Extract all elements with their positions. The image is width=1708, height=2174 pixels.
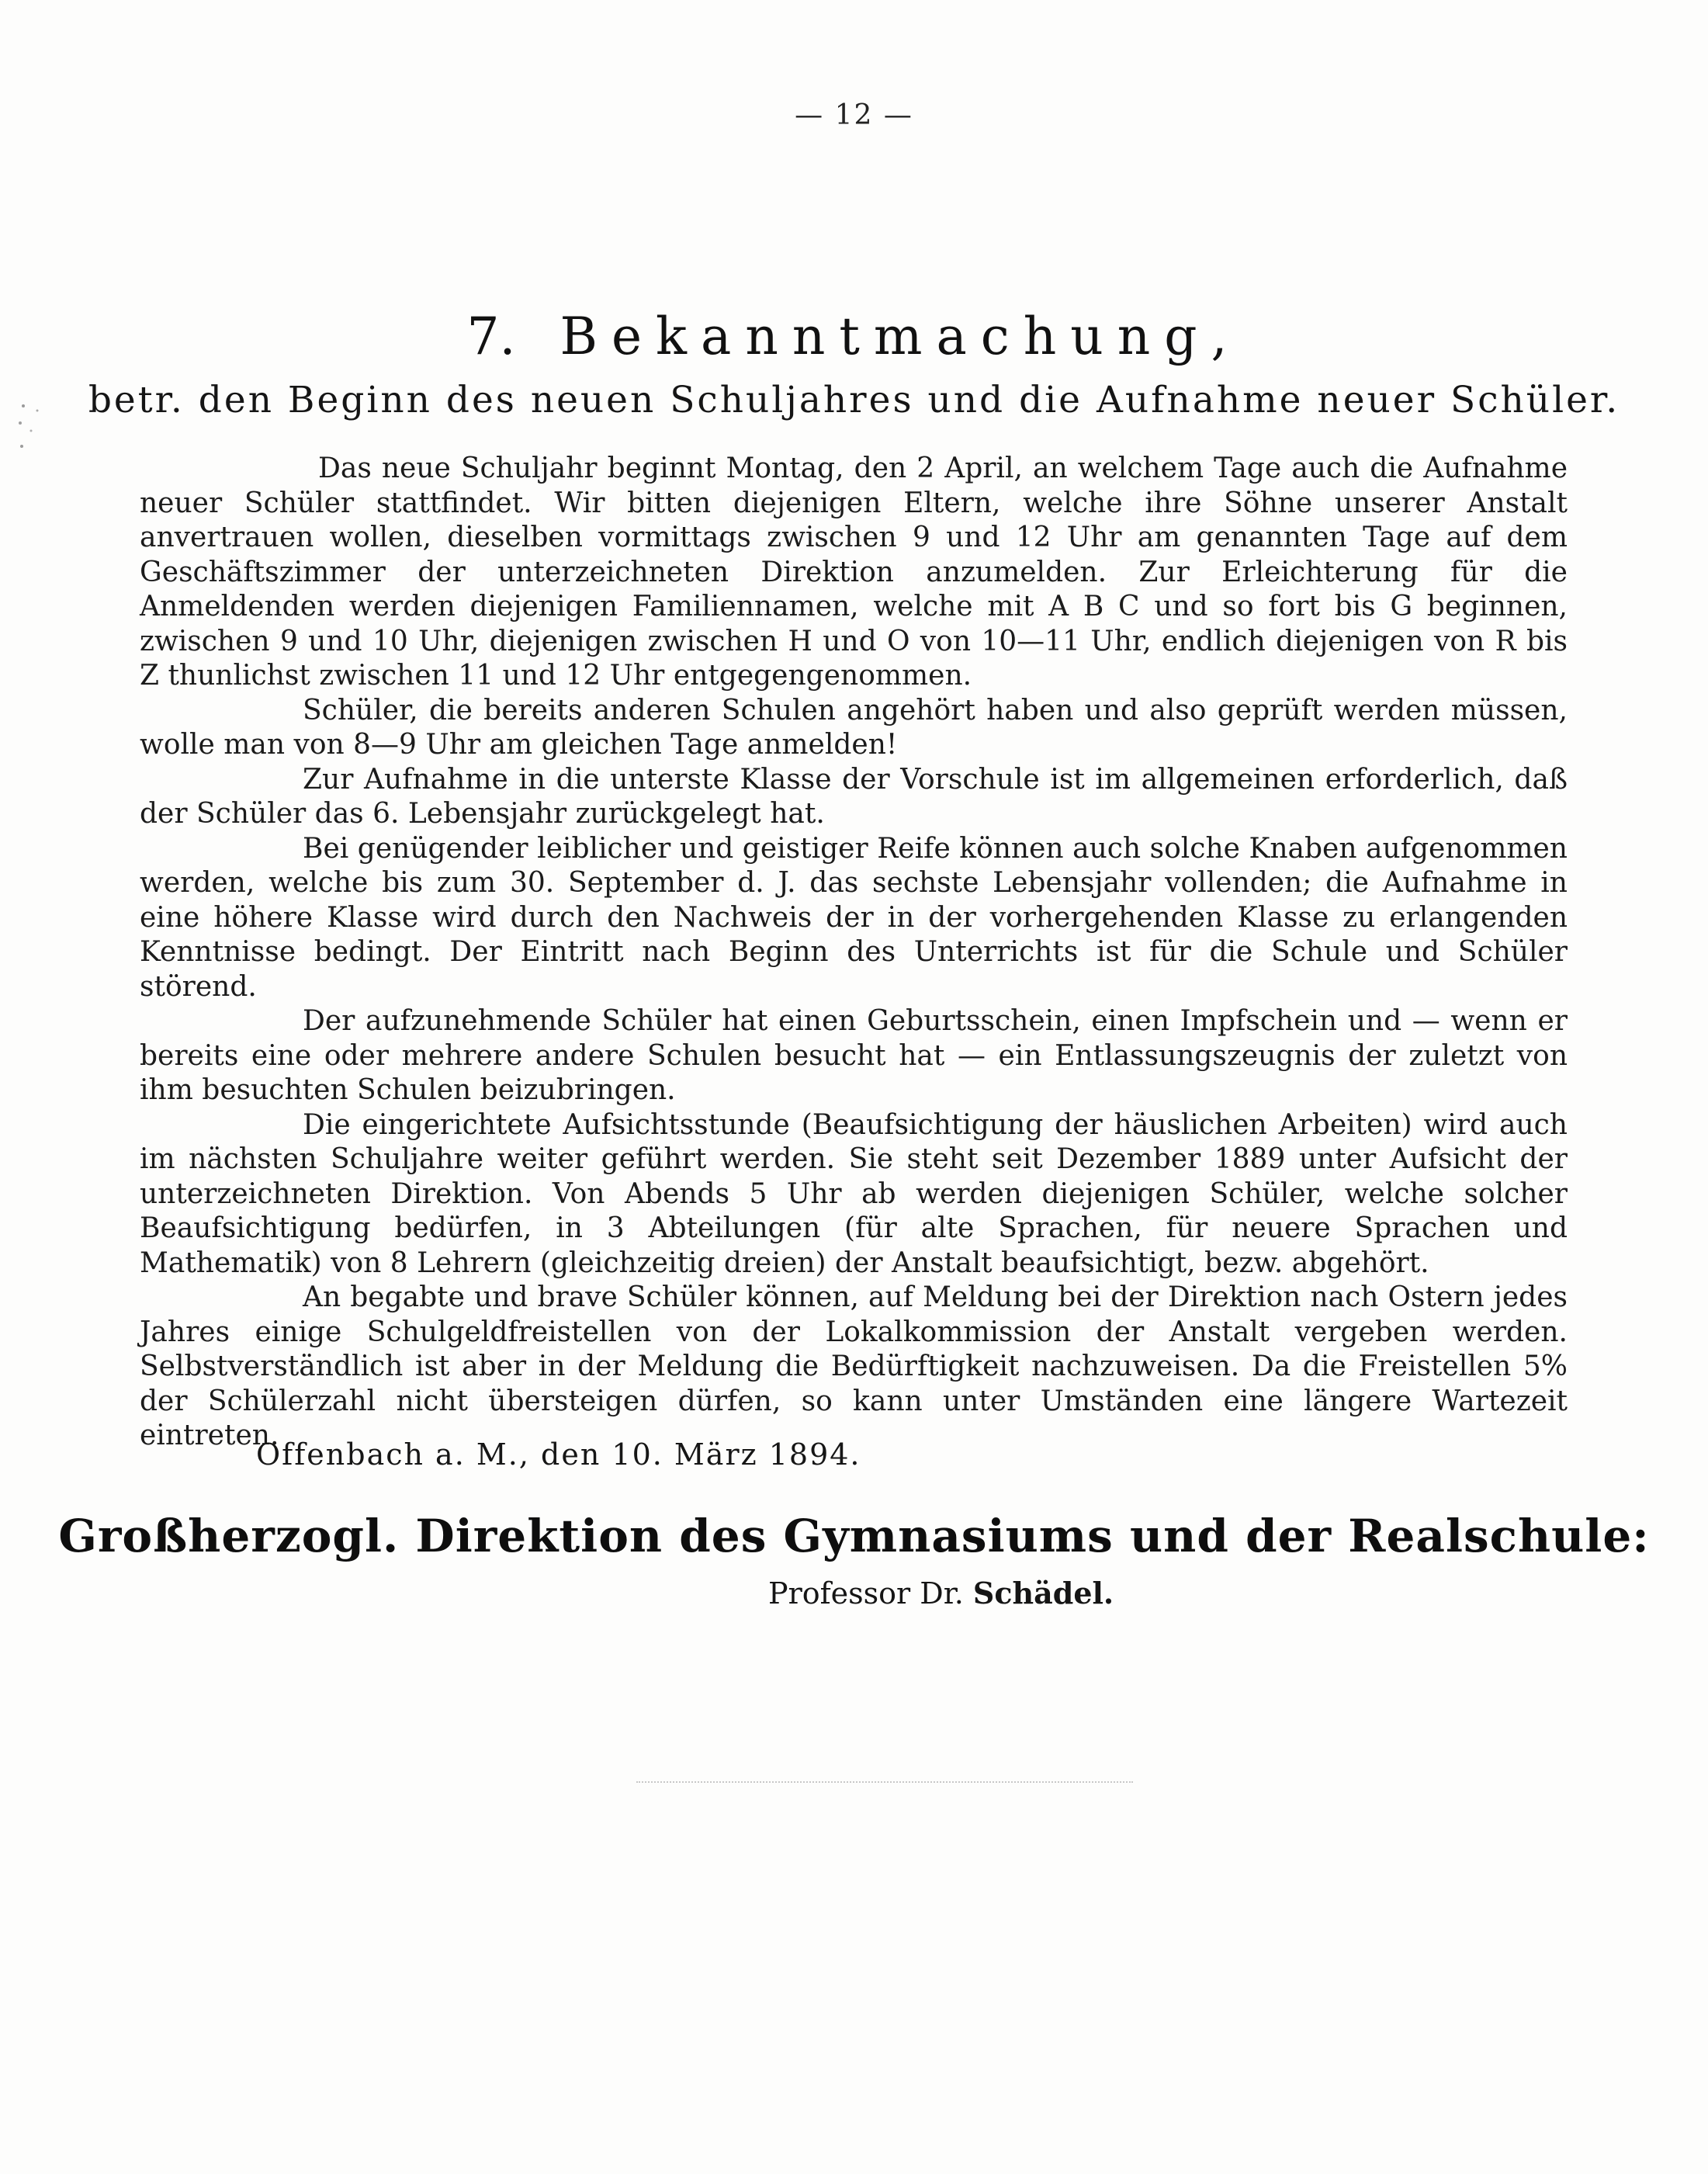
notice-heading [0, 307, 1708, 366]
paragraph-required-documents: Der aufzunehmende Schüler hat einen Geburtsschein, einen Impfschein und — wenn er bereits eine oder mehrere andere Schulen besucht hat — ein Entlassungszeugnis der zuletzt von ihm besuchten Schulen beizubringen. [140, 1005, 1568, 1106]
paragraph-transfer-students: Schüler, die bereits anderen Schulen angehört haben und also geprüft werden müssen, wolle man von 8—9 Uhr am gleichen Tage anmelden! [140, 694, 1568, 761]
paragraph-minimum-age: Zur Aufnahme in die unterste Klasse der Vorschule ist im allgemeinen erforderlich, daß der Schüler das 6. Lebensjahr zurückgelegt hat. [140, 763, 1568, 830]
signature-title: Professor Dr. [768, 1576, 964, 1611]
bottom-divider [636, 1781, 1133, 1783]
paragraph-early-admission: Bei genügender leiblicher und geistiger Reife können auch solche Knaben aufgenommen werden, welche bis zum 30. September d. J. das sechste Lebensjahr vollenden; die Aufnahme in eine höhere Klasse wird durch den Nachweis der in der vorhergehenden Klasse zu erlangenden Kenntnisse bedingt. Der Eintritt nach Beginn des Unterrichts ist für die Schule und Schüler störend. [140, 832, 1568, 1003]
notice-title: Bekanntmachung, [560, 307, 1242, 366]
signature-name: Schädel. [972, 1576, 1114, 1611]
paragraph-supervision-hour: Die eingerichtete Aufsichtsstunde (Beaufsichtigung der häuslichen Arbeiten) wird auch im nächsten Schuljahre weiter geführt werden. Sie steht seit Dezember 1889 unter Aufsicht der unterzeichneten Direktion. Von Abends 5 Uhr ab werden diejenigen Schüler, welche solcher Beaufsichtigung bedürfen, in 3 Abteilungen (für alte Sprachen, für neuere Sprachen und Mathematik) von 8 Lehrern (gleichzeitig dreien) der Anstalt beaufsichtigt, bezw. abgehört. [140, 1108, 1568, 1279]
paragraph-free-places: An begabte und brave Schüler können, auf Meldung bei der Direktion nach Ostern jedes Jahres einige Schulgeldfreistellen von der Lokalkommission der Anstalt vergeben werden. Selbstverständlich ist aber in der Meldung die Bedürftigkeit nachzuweisen. Da die Freistellen 5% der Schülerzahl nicht übersteigen dürfen, so kann unter Umständen eine längere Wartezeit eintreten. [140, 1281, 1568, 1451]
issuing-authority: Großherzogl. Direktion des Gymnasiums und der Realschule: [58, 1510, 1650, 1562]
paragraph-enrollment: Das neue Schuljahr beginnt Montag, den 2 April, an welchem Tage auch die Aufnahme neuer Schüler stattfindet. Wir bitten diejenigen Eltern, welche ihre Söhne unserer Anstalt anvertrauen wollen, dieselben vormittags zwischen 9 und 12 Uhr am genannten Tage auf dem Geschäftszimmer der unterzeichneten Direktion anzumelden. Zur Erleichterung für die Anmeldenden werden diejenigen Familiennamen, welche mit A B C und so fort bis G beginnen, zwischen 9 und 10 Uhr, diejenigen zwischen H und O von 10—11 Uhr, endlich diejenigen von R bis Z thunlichst zwischen 11 und 12 Uhr entgegengenommen. [140, 452, 1568, 692]
notice-body [140, 452, 1568, 1454]
notice-subtitle: betr. den Beginn des neuen Schuljahres und die Aufnahme neuer Schüler. [88, 379, 1620, 421]
signature [768, 1576, 1114, 1611]
page-number: — 12 — [795, 99, 913, 131]
notice-number: 7. [466, 307, 516, 366]
scan-specks [14, 400, 61, 462]
dateline: Offenbach a. M., den 10. März 1894. [256, 1437, 861, 1472]
